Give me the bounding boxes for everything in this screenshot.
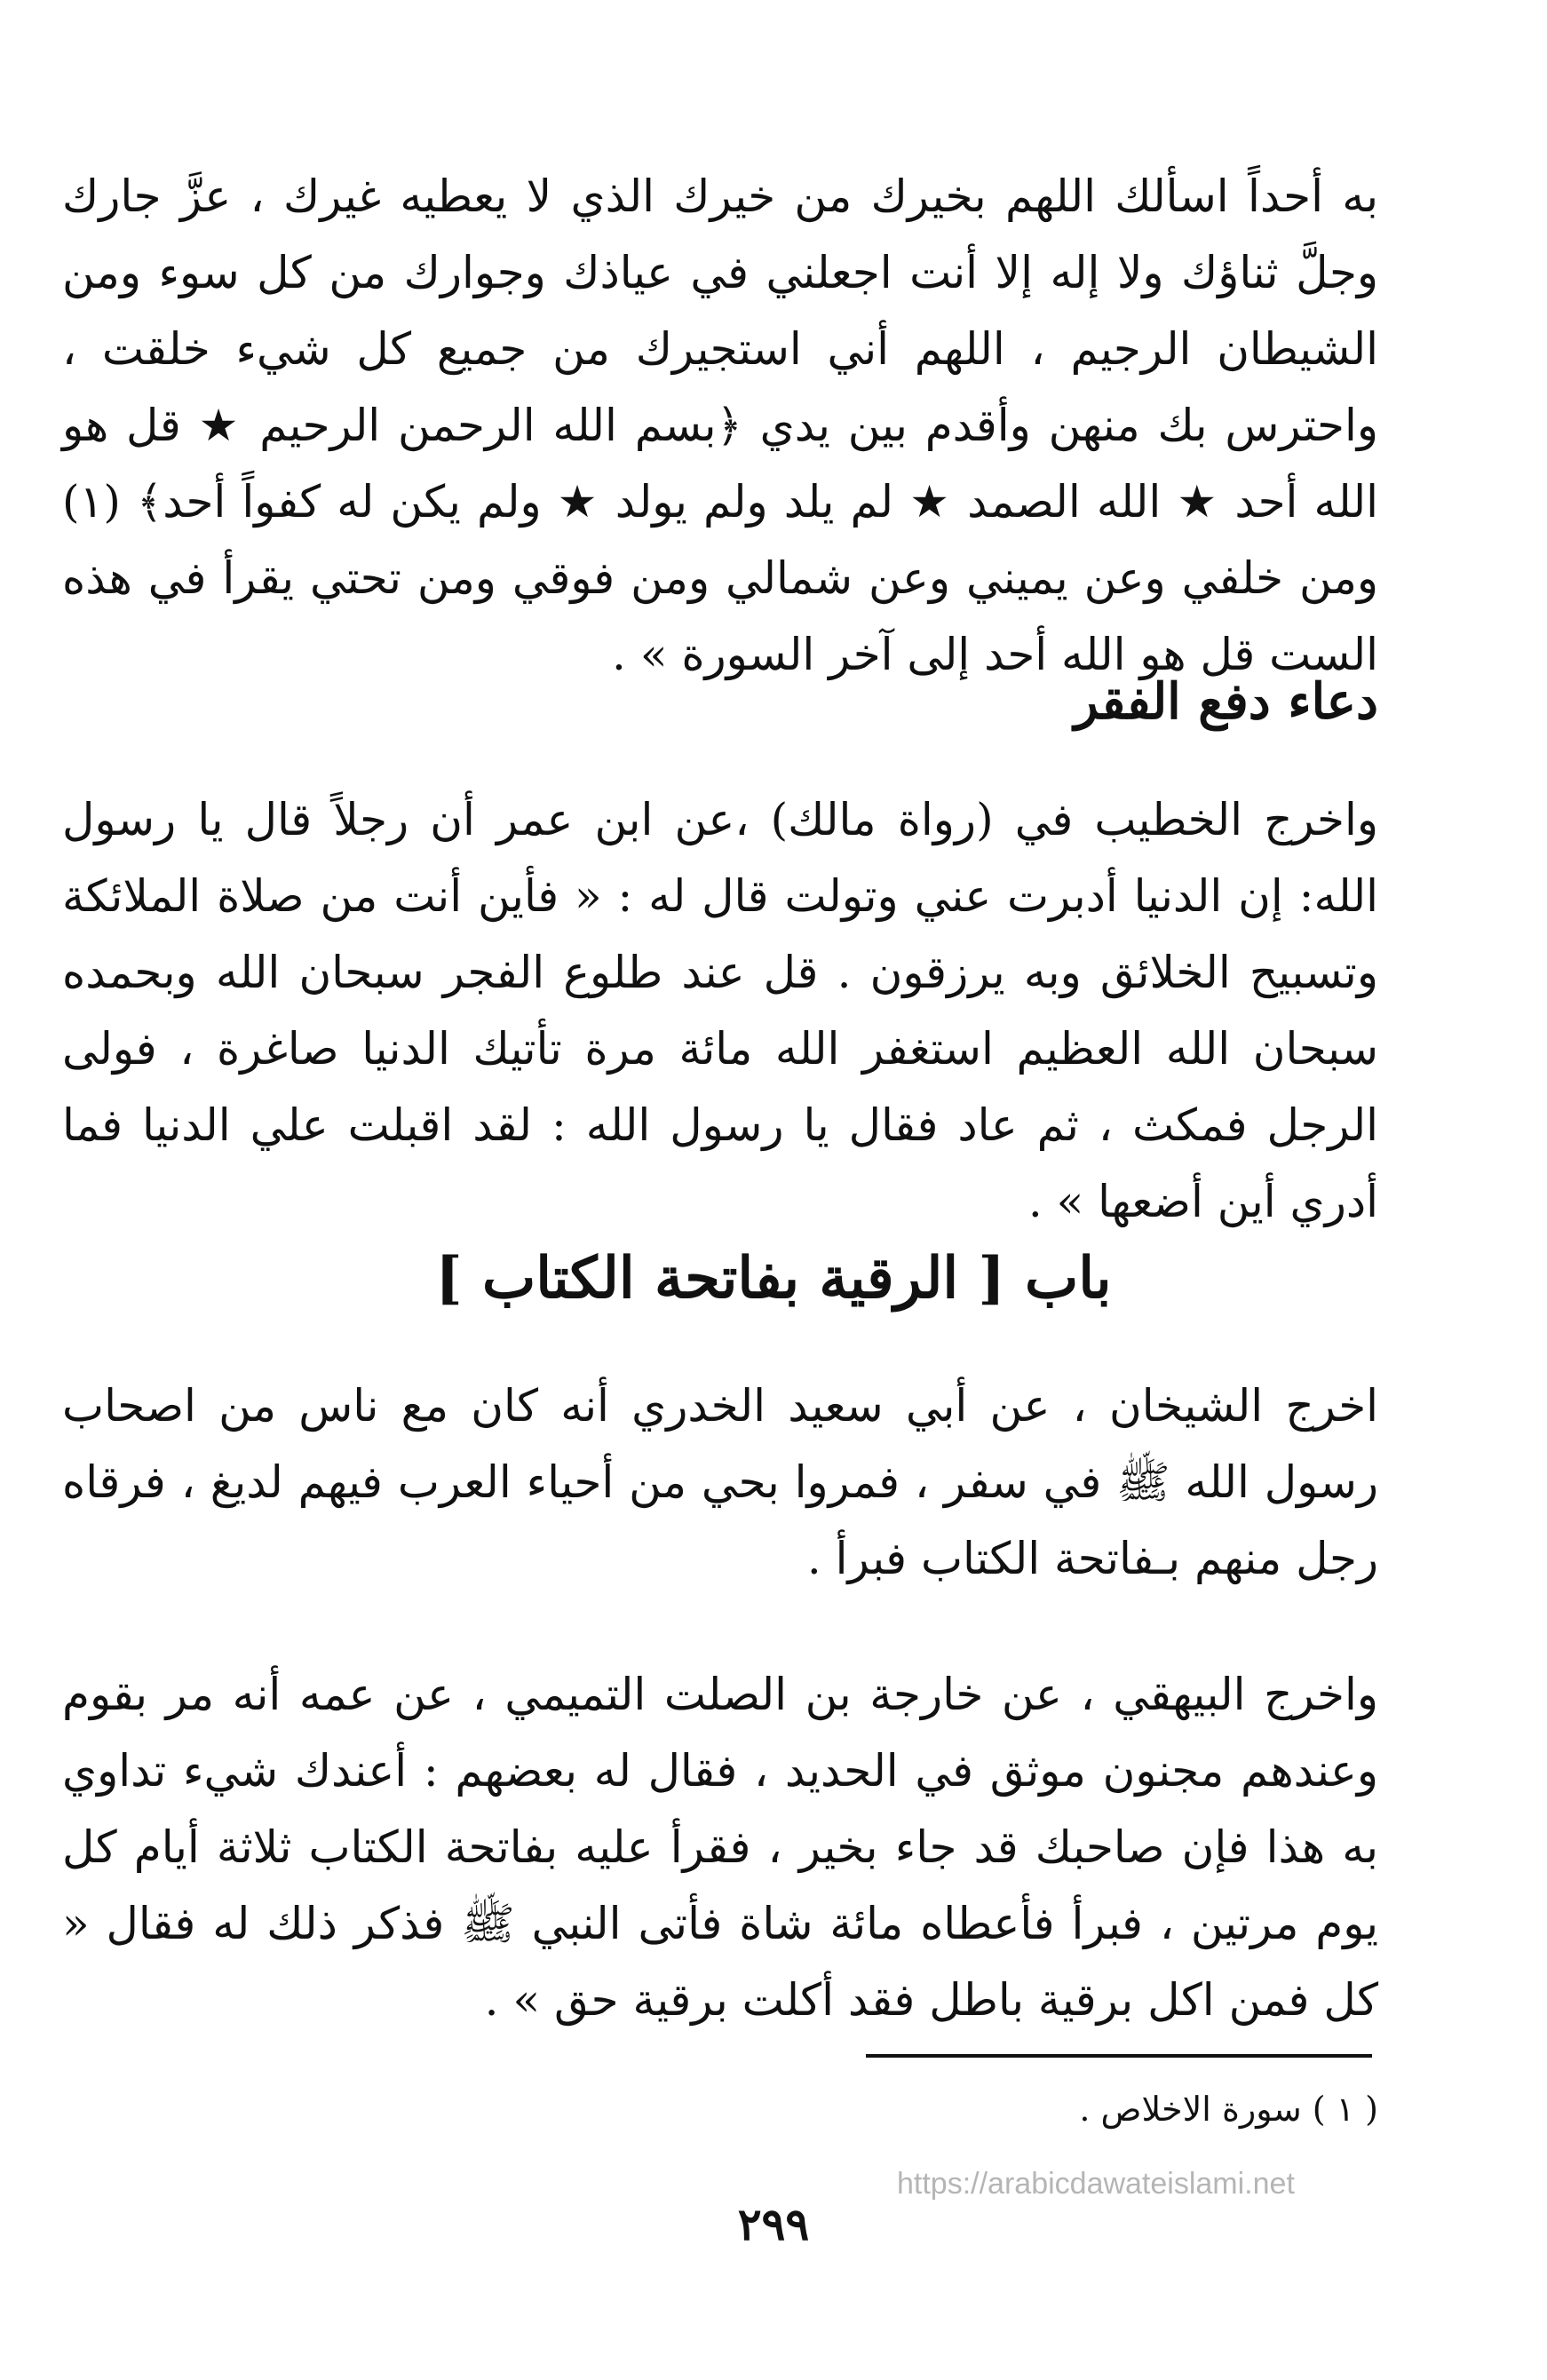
section-heading-dua: دعاء دفع الفقر [1074,672,1378,731]
watermark-url: https://arabicdawateislami.net [897,2167,1295,2201]
paragraph-khatib-narration: واخرج الخطيب في (رواة مالك) ،عن ابن عمر أن رجلاً قال يا رسول الله: إن الدنيا أدبرت عني وتولت قال له : « فأين أنت من صلاة الملائكة وتسبيح الخلائق وبه يرزقون . قل عند طلوع الفجر سبحان الله وبحمده سبحان الله العظيم استغفر الله مائة مرة تأتيك الدنيا صاغرة ، فولى الرجل فمكث ، ثم عاد فقال يا رسول الله : لقد اقبلت علي الدنيا فما أدري أين أضعها » . [62,794,1378,1227]
paragraph-shaykhan-narration: اخرج الشيخان ، عن أبي سعيد الخدري أنه كان مع ناس من اصحاب رسول الله ﷺ في سفر ، فمروا بحي من أحياء العرب فيهم لديغ ، فرقاه رجل منهم بـفاتحة الكتاب فبرأ . [62,1380,1378,1584]
chapter-heading-ruqya: باب [ الرقية بفاتحة الكتاب ] [435,1245,1112,1312]
footnote-divider [866,2054,1372,2058]
footnote: ( ١ ) سورة الاخلاص . [1079,2090,1378,2129]
paragraph-bayhaqi-narration: واخرج البيهقي ، عن خارجة بن الصلت التميمي ، عن عمه أنه مر بقوم وعندهم مجنون موثق في الحديد ، فقال له بعضهم : أعندك شيء تداوي به هذا فإن صاحبك قد جاء بخير ، فقرأ عليه بفاتحة الكتاب ثلاثة أيام كل يوم مرتين ، فبرأ فأعطاه مائة شاة فأتى النبي ﷺ فذكر ذلك له فقال « كل فمن اكل برقية باطل فقد أكلت برقية حق » . [62,1669,1378,2026]
page-number: ٢٩٩ [737,2198,810,2250]
paragraph-prayer-continuation: به أحداً اسألك اللهم بخيرك من خيرك الذي لا يعطيه غيرك ، عزَّ جارك وجلَّ ثناؤك ولا إله إلا أنت اجعلني في عياذك وجوارك من كل سوء ومن الشيطان الرجيم ، اللهم أني استجيرك من جميع كل شيء خلقت ، واحترس بك منهن وأقدم بين يدي ﴿بسم الله الرحمن الرحيم ★ قل هو الله أحد ★ الله الصمد ★ لم يلد ولم يولد ★ ولم يكن له كفواً أحد﴾ (١) ومن خلفي وعن يميني وعن شمالي ومن فوقي ومن تحتي يقرأ في هذه الست قل هو الله أحد إلى آخر السورة » . [62,171,1378,680]
